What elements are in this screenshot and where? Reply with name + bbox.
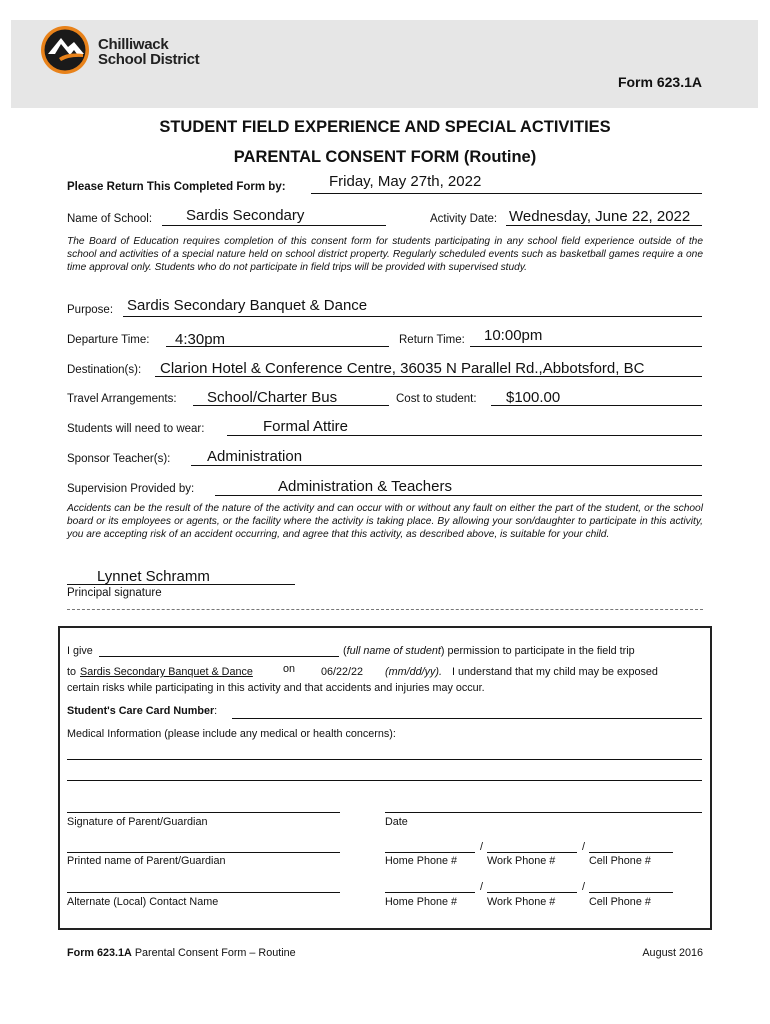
return-time-label: Return Time: xyxy=(399,334,465,346)
phone-separator: / xyxy=(480,841,483,853)
departure-label: Departure Time: xyxy=(67,334,150,346)
supervision-field[interactable]: Administration & Teachers xyxy=(278,478,452,495)
alternate-contact-field[interactable] xyxy=(67,892,340,893)
purpose-label: Purpose: xyxy=(67,304,114,316)
on-label: on xyxy=(283,663,296,675)
district-name xyxy=(98,37,199,67)
care-card-label: Student's Care Card Number: xyxy=(67,705,218,717)
work-phone-label: Work Phone # xyxy=(487,855,556,867)
travel-label: Travel Arrangements: xyxy=(67,393,177,405)
school-line xyxy=(162,225,386,226)
printed-name-label: Printed name of Parent/Guardian xyxy=(67,855,226,867)
work-phone-field[interactable] xyxy=(487,852,577,853)
activity-date-line xyxy=(506,225,702,226)
cut-divider xyxy=(67,609,703,610)
student-name-line[interactable] xyxy=(99,656,339,657)
principal-signature-label: Principal signature xyxy=(67,587,162,599)
alt-work-phone-field[interactable] xyxy=(487,892,577,893)
supervision-line xyxy=(215,495,702,496)
page-title-line1: STUDENT FIELD EXPERIENCE AND SPECIAL ACTIVITIES xyxy=(159,118,611,136)
footer-form-title: Form 623.1A Parental Consent Form – Routine xyxy=(67,947,296,959)
return-time-field[interactable]: 10:00pm xyxy=(484,327,543,344)
date-format-hint: (mm/dd/yy). xyxy=(385,666,442,678)
travel-field[interactable]: School/Charter Bus xyxy=(207,389,338,406)
destination-label: Destination(s): xyxy=(67,364,142,376)
alternate-contact-label: Alternate (Local) Contact Name xyxy=(67,896,219,908)
school-label: Name of School: xyxy=(67,213,153,225)
footer-date: August 2016 xyxy=(642,947,703,959)
form-number: Form 623.1A xyxy=(617,74,702,90)
alt-work-phone-label: Work Phone # xyxy=(487,896,556,908)
wear-label: Students will need to wear: xyxy=(67,423,205,435)
alt-cell-phone-field[interactable] xyxy=(589,892,673,893)
activity-date-consent-field[interactable]: 06/22/22 xyxy=(321,666,364,678)
sponsor-line xyxy=(191,465,702,466)
cost-label: Cost to student: xyxy=(396,393,477,405)
full-name-caption: (full name of student) permission to participate in the field trip xyxy=(343,645,635,657)
phone-separator: / xyxy=(582,841,585,853)
purpose-line xyxy=(123,316,702,317)
accident-disclaimer-paragraph: Accidents can be the result of the nature of the activity and can occur with or without any fault on either the part of the student, or the school board or its employees or agents, or the facility where the activity is taking place. By allowing your son/daughter to participate in this activity, you are accepting risk of an accident occurring, and agree that this activity, as described above, is suitable for your child. xyxy=(67,503,703,540)
activity-date-field[interactable]: Wednesday, June 22, 2022 xyxy=(509,208,691,225)
board-requirement-paragraph: The Board of Education requires completion of this consent form for students participating in any school field experience outside of the school and activities of a special nature held on school district property. Regularly scheduled events such as basketball games require a one time approval only. Students who do not participate in field trips will be provided with supervised study. xyxy=(67,236,703,273)
home-phone-field[interactable] xyxy=(385,852,475,853)
understand-text: I understand that my child may be exposed xyxy=(452,666,658,678)
cell-phone-label: Cell Phone # xyxy=(589,855,651,867)
school-field[interactable]: Sardis Secondary xyxy=(186,207,305,224)
departure-field[interactable]: 4:30pm xyxy=(175,331,226,348)
alt-home-phone-label: Home Phone # xyxy=(385,896,458,908)
return-by-line xyxy=(311,193,702,194)
sponsor-label: Sponsor Teacher(s): xyxy=(67,453,171,465)
return-by-field[interactable]: Friday, May 27th, 2022 xyxy=(329,173,482,190)
to-label: to xyxy=(67,666,77,678)
activity-date-label: Activity Date: xyxy=(430,213,498,225)
phone-separator: / xyxy=(480,881,483,893)
parent-signature-field[interactable] xyxy=(67,812,340,813)
page-title-line2: PARENTAL CONSENT FORM (Routine) xyxy=(233,148,537,166)
cost-field[interactable]: $100.00 xyxy=(506,389,561,406)
alt-home-phone-field[interactable] xyxy=(385,892,475,893)
destination-field[interactable]: Clarion Hotel & Conference Centre, 36035 N Parallel Rd.,Abbotsford, BC xyxy=(160,360,645,377)
purpose-field[interactable]: Sardis Secondary Banquet & Dance xyxy=(127,297,368,314)
home-phone-label: Home Phone # xyxy=(385,855,458,867)
signature-date-field[interactable] xyxy=(385,812,702,813)
principal-signature-field[interactable]: Lynnet Schramm xyxy=(97,568,210,585)
risk-text: certain risks while participating in this activity and that accidents and injuries may occur. xyxy=(67,682,485,694)
supervision-label: Supervision Provided by: xyxy=(67,483,195,495)
wear-field[interactable]: Formal Attire xyxy=(263,418,349,435)
return-time-line xyxy=(470,346,702,347)
signature-date-label: Date xyxy=(385,816,408,828)
district-logo-icon xyxy=(39,24,91,76)
district-name-line1: Chilliwack xyxy=(98,36,169,53)
medical-info-label: Medical Information (please include any medical or health concerns): xyxy=(67,728,396,740)
care-card-field[interactable] xyxy=(232,718,702,719)
i-give-label: I give xyxy=(67,645,93,657)
medical-info-line-1[interactable] xyxy=(67,759,702,760)
parent-signature-label: Signature of Parent/Guardian xyxy=(67,816,208,828)
cell-phone-field[interactable] xyxy=(589,852,673,853)
wear-line xyxy=(227,435,702,436)
district-name-line2: School District xyxy=(98,51,200,68)
phone-separator: / xyxy=(582,881,585,893)
sponsor-field[interactable]: Administration xyxy=(207,448,303,465)
alt-cell-phone-label: Cell Phone # xyxy=(589,896,651,908)
activity-name-field[interactable]: Sardis Secondary Banquet & Dance xyxy=(80,666,253,678)
return-by-label: Please Return This Completed Form by: xyxy=(67,181,286,193)
medical-info-line-2[interactable] xyxy=(67,780,702,781)
printed-name-field[interactable] xyxy=(67,852,340,853)
